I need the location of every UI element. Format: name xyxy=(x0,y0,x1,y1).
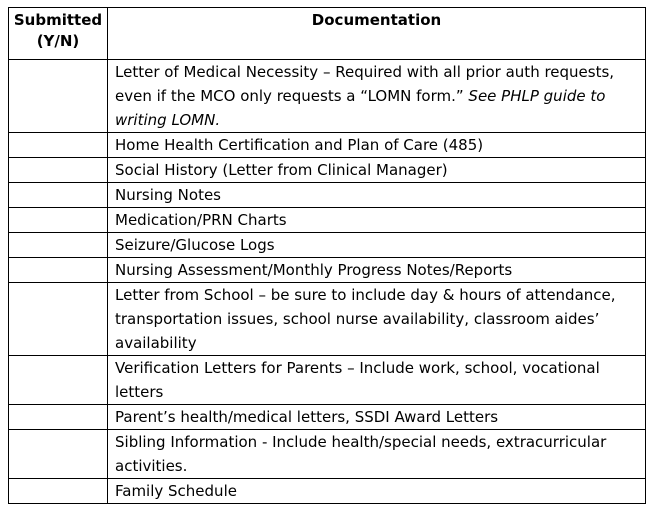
table-row xyxy=(9,183,646,208)
documentation-column-header: Documentation xyxy=(108,8,646,60)
table-row xyxy=(9,208,646,233)
documentation-cell xyxy=(108,60,646,133)
table-row xyxy=(9,356,646,405)
table-row xyxy=(9,258,646,283)
submitted-cell[interactable] xyxy=(9,405,108,430)
submitted-header-line2: (Y/N) xyxy=(36,32,80,50)
documentation-cell: Seizure/Glucose Logs xyxy=(108,233,646,258)
table-row xyxy=(9,283,646,356)
submitted-cell[interactable] xyxy=(9,133,108,158)
documentation-text: Letter of Medical Necessity – Required with all prior auth requests, even if the MCO only requests a “LOMN form.” xyxy=(115,63,615,105)
submitted-cell[interactable] xyxy=(9,430,108,479)
documentation-cell: Verification Letters for Parents – Include work, school, vocational letters xyxy=(108,356,646,405)
documentation-checklist-table xyxy=(8,7,646,504)
submitted-cell[interactable] xyxy=(9,233,108,258)
submitted-cell[interactable] xyxy=(9,208,108,233)
documentation-cell: Parent’s health/medical letters, SSDI Award Letters xyxy=(108,405,646,430)
submitted-cell[interactable] xyxy=(9,283,108,356)
submitted-cell[interactable] xyxy=(9,479,108,504)
documentation-cell: Letter from School – be sure to include day & hours of attendance, transportation issues, school nurse availability, classroom aides’ availability xyxy=(108,283,646,356)
submitted-cell[interactable] xyxy=(9,356,108,405)
submitted-header-line1: Submitted xyxy=(13,11,103,29)
documentation-cell: Home Health Certification and Plan of Care (485) xyxy=(108,133,646,158)
documentation-cell: Nursing Notes xyxy=(108,183,646,208)
table-row xyxy=(9,158,646,183)
submitted-cell[interactable] xyxy=(9,183,108,208)
documentation-cell: Family Schedule xyxy=(108,479,646,504)
documentation-cell: Nursing Assessment/Monthly Progress Notes/Reports xyxy=(108,258,646,283)
submitted-cell[interactable] xyxy=(9,158,108,183)
table-header-row xyxy=(9,8,646,60)
submitted-column-header xyxy=(9,8,108,60)
table-row xyxy=(9,405,646,430)
submitted-cell[interactable] xyxy=(9,258,108,283)
table-row xyxy=(9,60,646,133)
documentation-note: See PHLP guide to writing LOMN. xyxy=(115,87,606,129)
documentation-cell: Sibling Information - Include health/special needs, extracurricular activities. xyxy=(108,430,646,479)
documentation-cell: Social History (Letter from Clinical Manager) xyxy=(108,158,646,183)
table-row xyxy=(9,233,646,258)
table-row xyxy=(9,133,646,158)
table-row xyxy=(9,479,646,504)
submitted-cell[interactable] xyxy=(9,60,108,133)
table-row xyxy=(9,430,646,479)
documentation-cell: Medication/PRN Charts xyxy=(108,208,646,233)
